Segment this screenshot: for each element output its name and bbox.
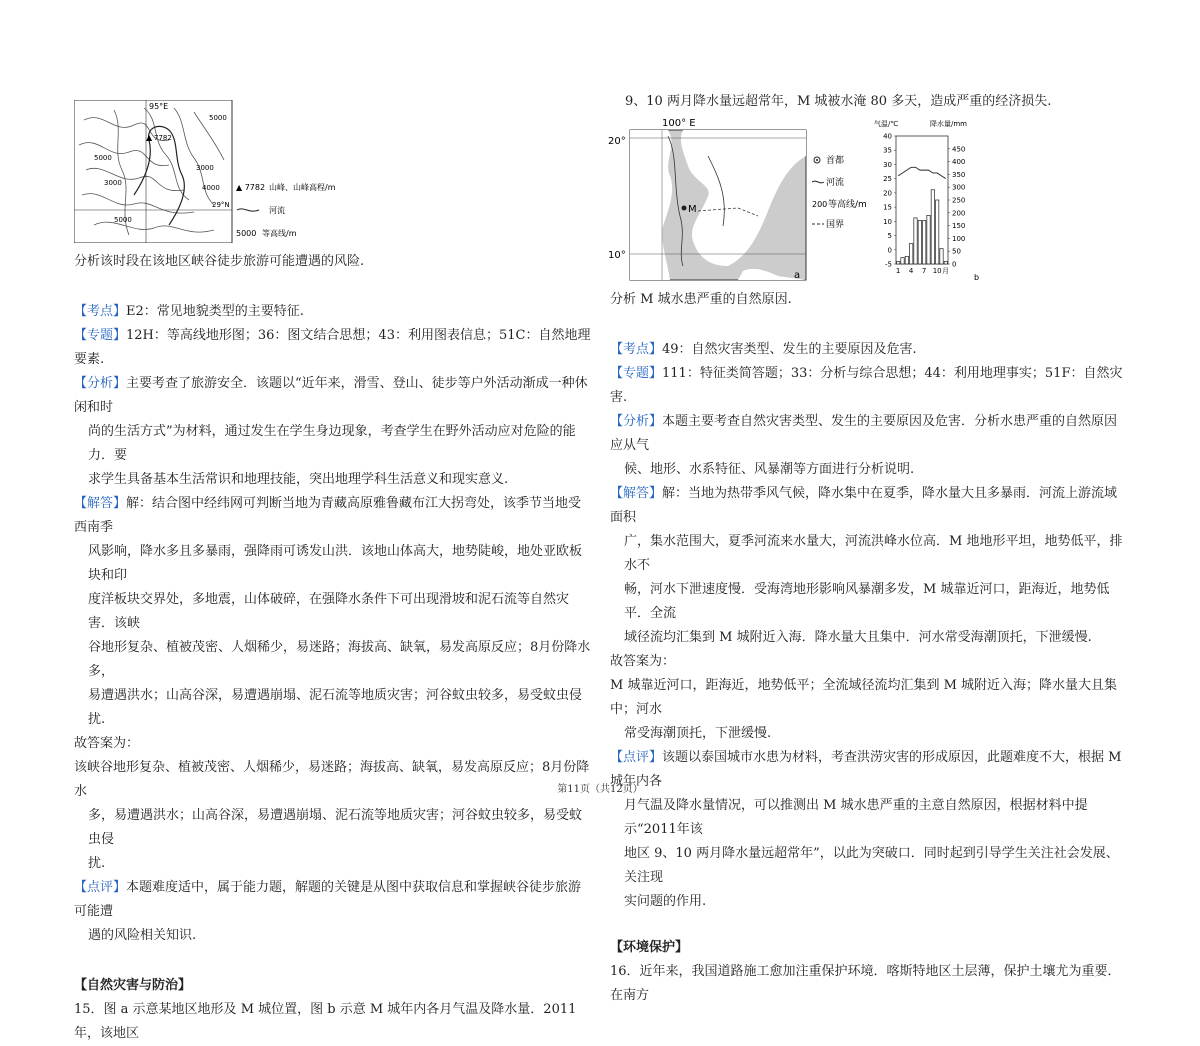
peak-marker-icon: ▲ xyxy=(146,133,153,142)
city-m-marker-icon xyxy=(682,206,687,211)
fenxi-line: 主要考查了旅游安全．该题以“近年来，滑雪、登山、徒步等户外活动渐成一种休闲和时 xyxy=(74,376,588,415)
city-m-label: M xyxy=(688,204,697,215)
precip-tick-label: 300 xyxy=(952,183,966,192)
zhuanti-tag: 【专题】 xyxy=(74,328,127,343)
precip-axis-label: 降水量/mm xyxy=(930,120,967,128)
kaodian-row xyxy=(74,300,594,324)
jieda-line: 畅，河水下泄速度慢．受海湾地形影响风暴潮多发，M 城靠近河口，距海近，地势低平．全流 xyxy=(624,582,1110,621)
temp-tick-label: -5 xyxy=(885,260,892,269)
precip-bar xyxy=(905,256,908,264)
answer-line: 该峡谷地形复杂、植被茂密、人烟稀少，易迷路；海拔高、缺氧，易发高原反应；8月份降水 xyxy=(74,760,590,799)
dianping-line: 月气温及降水量情况，可以推测出 M 城水患严重的主意自然原因，根据材料中提示“2011年该 xyxy=(624,798,1088,837)
precip-bar xyxy=(897,261,900,264)
kaodian-tag: 【考点】 xyxy=(74,304,127,319)
question-16-prompt: 16．近年来，我国道路施工愈加注重保护环境．喀斯特地区土层薄，保护土壤尤为重要．在南方 xyxy=(610,964,1121,1003)
zhuanti-row xyxy=(610,362,1130,410)
section-title-environment: 【环境保护】 xyxy=(610,940,689,955)
contour-label: 5000 xyxy=(114,216,132,224)
climate-chart-svg xyxy=(872,116,982,284)
kaodian-tag: 【考点】 xyxy=(610,342,663,357)
precip-tick-label: 450 xyxy=(952,145,966,154)
precip-bar xyxy=(923,220,926,264)
question-15-intro: 9、10 两月降水量远超常年，M 城被水淹 80 多天，造成严重的经济损失. xyxy=(625,94,1052,109)
fenxi-line: 求学生具备基本生活常识和地理技能，突出地理学科生活意义和现实意义. xyxy=(88,472,509,487)
jieda-row xyxy=(610,482,1130,530)
climate-chart xyxy=(872,116,982,284)
precip-tick-label: 200 xyxy=(952,209,966,218)
kaodian-row xyxy=(610,338,1130,362)
plot-frame xyxy=(896,136,948,264)
precip-tick-label: 0 xyxy=(952,260,957,269)
temp-tick-label: 0 xyxy=(887,246,892,255)
left-column xyxy=(74,250,594,1046)
temperature-line xyxy=(898,167,946,178)
fenxi-tag: 【分析】 xyxy=(74,376,127,391)
question-14-prompt: 分析该时段在该地区峡谷徒步旅游可能遭遇的风险. xyxy=(74,254,365,269)
dianping-line: 遇的风险相关知识. xyxy=(88,928,197,943)
jieda-line: 度洋板块交界处，多地震，山体破碎，在强降水条件下可出现滑坡和泥石流等自然灾害．该峡 xyxy=(88,592,570,631)
x-axis-label: 月 xyxy=(942,267,949,275)
legend-contour-symbol: 5000 xyxy=(236,229,257,238)
precip-tick-label: 400 xyxy=(952,158,966,167)
jieda-line: 风影响，降水多且多暴雨，强降雨可诱发山洪．该地山体高大，地势陡峻，地处亚欧板块和印 xyxy=(88,544,583,583)
legend-river-icon xyxy=(237,209,259,211)
legend-contour-value: 200 xyxy=(812,200,828,209)
precip-bar xyxy=(931,190,934,264)
legend-river-text: 河流 xyxy=(269,206,285,215)
map-a-lon-label: 100° E xyxy=(662,118,696,129)
zhuanti-text: 111：特征类简答题；33：分析与综合思想；44：利用地理事实；51F：自然灾害. xyxy=(610,366,1123,405)
x-tick-label: 4 xyxy=(908,267,914,275)
precip-tick-label: 100 xyxy=(952,234,966,243)
temp-tick-label: 10 xyxy=(883,217,892,226)
precip-bar xyxy=(940,249,943,264)
dianping-line: 本题难度适中，属于能力题，解题的关键是从图中获取信息和掌握峡谷徒步旅游可能遭 xyxy=(74,880,582,919)
answer-line: 多，易遭遇洪水；山高谷深，易遭遇崩塌、泥石流等地质灾害；河谷蚊虫较多，易受蚊虫侵 xyxy=(88,808,583,847)
jieda-line: 谷地形复杂、植被茂密、人烟稀少，易迷路；海拔高、缺氧，易发高原反应；8月份降水多， xyxy=(88,640,591,679)
right-column xyxy=(610,288,1130,1008)
kaodian-text: E2：常见地貌类型的主要特征. xyxy=(126,304,304,319)
topographic-map-svg xyxy=(74,100,374,243)
answer-label: 故答案为： xyxy=(610,654,676,669)
contour-label: 3000 xyxy=(196,164,214,172)
temp-tick-label: 25 xyxy=(883,175,892,184)
jieda-line: 广，集水范围大，夏季河流来水量大，河流洪峰水位高．M 地地形平坦，地势低平，排水不 xyxy=(624,534,1123,573)
x-tick-label: 1 xyxy=(895,267,901,275)
dianping-line: 地区 9、10 两月降水量远超常年”，以此为突破口．同时起到引导学生关注社会发展、关注现 xyxy=(624,846,1119,885)
temp-axis-label: 气温/℃ xyxy=(874,120,899,128)
lat-label: 29°N xyxy=(212,201,230,209)
temp-tick-label: 35 xyxy=(883,146,892,155)
kaodian-text: 49：自然灾害类型、发生的主要原因及危害. xyxy=(662,342,917,357)
fenxi-tag: 【分析】 xyxy=(610,414,663,429)
zhuanti-tag: 【专题】 xyxy=(610,366,663,381)
precip-bar xyxy=(936,200,939,264)
contour-label: 5000 xyxy=(209,114,227,122)
dianping-tag: 【点评】 xyxy=(74,880,127,895)
precip-tick-label: 350 xyxy=(952,170,966,179)
answer-line: 扰. xyxy=(88,856,106,871)
precip-bar xyxy=(901,258,904,264)
jieda-line: 解：当地为热带季风气候，降水集中在夏季，降水量大且多暴雨．河流上游流域面积 xyxy=(610,486,1118,525)
fenxi-line: 本题主要考查自然灾害类型、发生的主要原因及危害．分析水患严重的自然原因应从气 xyxy=(610,414,1118,453)
contour-label: 4000 xyxy=(202,184,220,192)
temp-tick-label: 30 xyxy=(883,160,892,169)
dianping-line: 该题以泰国城市水患为材料，考查洪涝灾害的形成原因，此题难度不大，根据 M 城年内各 xyxy=(610,750,1122,789)
legend-contour: 等高线/m xyxy=(828,200,867,210)
temp-tick-label: 40 xyxy=(883,132,892,141)
legend-river: 河流 xyxy=(826,178,845,188)
dianping-row xyxy=(74,876,594,924)
legend-contour-text: 等高线/m xyxy=(262,229,297,238)
contour-label: 5000 xyxy=(94,154,112,162)
map-a xyxy=(608,116,813,284)
fenxi-line: 尚的生活方式”为材料，通过发生在学生身边现象，考查学生在野外活动应对危险的能力．要 xyxy=(88,424,576,463)
jieda-tag: 【解答】 xyxy=(74,496,127,511)
map-a-lat-top: 20° xyxy=(608,136,626,147)
zhuanti-text: 12H：等高线地形图；36：图文结合思想；43：利用图表信息；51C：自然地理要素. xyxy=(74,328,591,367)
legend-border: 国界 xyxy=(826,220,845,230)
precip-bar xyxy=(918,220,921,264)
jieda-line: 域径流均汇集到 M 城附近入海．降水量大且集中．河水常受海潮顶托，下泄缓慢. xyxy=(624,630,1092,645)
precip-tick-label: 150 xyxy=(952,222,966,231)
precip-bar xyxy=(914,218,917,264)
answer-label: 故答案为： xyxy=(74,736,140,751)
precip-bar xyxy=(910,244,913,264)
temp-tick-label: 15 xyxy=(883,203,892,212)
x-tick-label: 7 xyxy=(921,267,927,275)
legend-capital: 首都 xyxy=(826,156,845,166)
precip-tick-label: 250 xyxy=(952,196,966,205)
precip-bar xyxy=(944,261,947,264)
jieda-tag: 【解答】 xyxy=(610,486,663,501)
answer-line: 常受海潮顶托，下泄缓慢. xyxy=(624,726,772,741)
jieda-line: 易遭遇洪水；山高谷深，易遭遇崩塌、泥石流等地质灾害；河谷蚊虫较多，易受蚊虫侵扰. xyxy=(88,688,583,727)
section-title-disaster: 【自然灾害与防治】 xyxy=(74,978,192,993)
dianping-tag: 【点评】 xyxy=(610,750,663,765)
map-a-lat-bottom: 10° xyxy=(608,250,626,261)
question-15-prompt: 15．图 a 示意某地区地形及 M 城位置，图 b 示意 M 城年内各月气温及降水量．2011 年，该地区 xyxy=(74,1002,577,1041)
fenxi-row xyxy=(74,372,594,420)
question-15-prompt-b: 分析 M 城水患严重的自然原因. xyxy=(610,292,792,307)
contour-label: 3000 xyxy=(104,179,122,187)
x-tick-label: 10 xyxy=(932,267,942,275)
legend-peak-text: 山峰、山峰高程/m xyxy=(269,183,336,192)
precip-tick-label: 50 xyxy=(952,247,961,256)
jieda-line: 解：结合图中经纬网可判断当地为青藏高原雅鲁藏布江大拐弯处，该季节当地受西南季 xyxy=(74,496,582,535)
legend-peak-symbol: ▲ 7782 xyxy=(236,183,266,192)
river-icon xyxy=(812,181,824,183)
peak-label: 7782 xyxy=(154,134,172,142)
topographic-map xyxy=(74,100,374,243)
zhuanti-row xyxy=(74,324,594,372)
jieda-row xyxy=(74,492,594,540)
dianping-line: 实问题的作用. xyxy=(624,894,707,909)
temp-tick-label: 20 xyxy=(883,189,892,198)
lon-label: 95°E xyxy=(149,102,169,111)
temp-tick-label: 5 xyxy=(887,232,892,241)
map-a-svg xyxy=(608,116,813,284)
page-footer: 第11页（共12页） xyxy=(557,784,643,795)
map-a-panel-label: a xyxy=(794,270,801,281)
precip-bar xyxy=(927,215,930,264)
chart-b-label: b xyxy=(974,273,980,282)
fenxi-row xyxy=(610,410,1130,458)
answer-line: M 城靠近河口，距海近，地势低平；全流域径流均汇集到 M 城附近入海；降水量大且集中；河水 xyxy=(610,678,1118,717)
fenxi-line: 候、地形、水系特征、风暴潮等方面进行分析说明. xyxy=(624,462,915,477)
